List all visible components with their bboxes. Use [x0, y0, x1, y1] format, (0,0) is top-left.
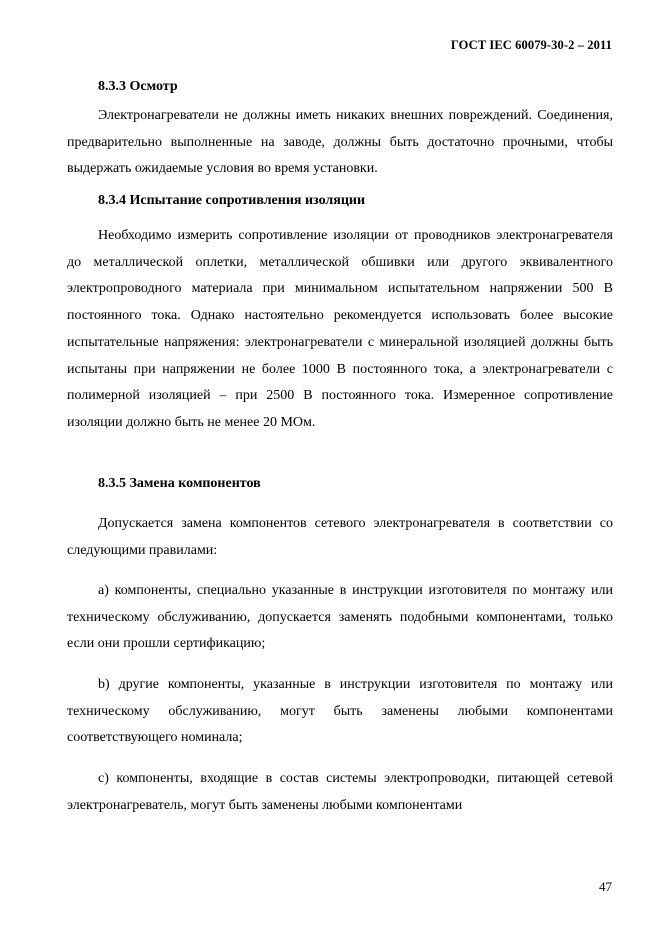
- paragraph-inspection: Электронагреватели не должны иметь никаких внешних повреждений. Соединения, предварительно выполненные на заводе, должны быть достаточно прочными, чтобы выдержать ожидаемые условия во время установки.: [67, 108, 613, 177]
- list-item-b: b) другие компоненты, указанные в инструкции изготовителя по монтажу или техническому обслуживанию, могут быть заменены любыми компонентами соответствующего номинала;: [67, 677, 613, 746]
- list-item-c: c) компоненты, входящие в состав системы электропроводки, питающей сетевой электронагреватель, могут быть заменены любыми компонентами: [67, 771, 613, 813]
- paragraph-insulation-test: Необходимо измерить сопротивление изоляции от проводников электронагревателя до металлической оплетки, металлической обшивки или другого эквивалентного электропроводного материала при минимальном испытательном напряжении 500 В постоянного тока. Однако настоятельно рекомендуется использовать более высокие испытательные напряжения: электронагреватели с минеральной изоляцией должны быть испытаны при напряжении не более 1000 В постоянного тока, а электронагреватели с полимерной изоляцией – при 2500 В постоянного тока. Измеренное сопротивление изоляции должно быть не менее 20 МОм.: [67, 228, 613, 430]
- page-number: 47: [599, 879, 612, 894]
- section-heading-insulation-test: 8.3.4 Испытание сопротивления изоляции: [98, 193, 366, 208]
- section-heading-component-replacement: 8.3.5 Замена компонентов: [98, 476, 261, 491]
- list-item-a: a) компоненты, специально указанные в инструкции изготовителя по монтажу или техническому обслуживанию, допускается заменять подобными компонентами, только если они прошли сертификацию;: [67, 583, 613, 652]
- section-heading-inspection: 8.3.3 Осмотр: [98, 79, 178, 94]
- document-code-header: ГОСТ IEC 60079-30-2 – 2011: [450, 38, 612, 52]
- paragraph-replacement-intro: Допускается замена компонентов сетевого электронагревателя в соответствии со следующими правилами:: [67, 516, 613, 558]
